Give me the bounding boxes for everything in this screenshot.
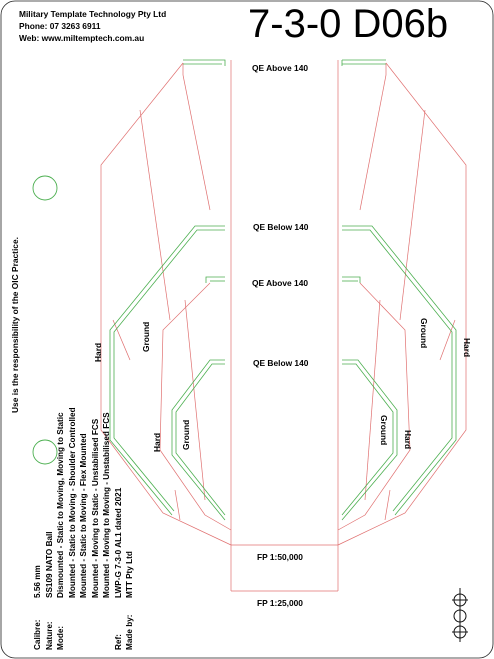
label-qe-below-top: QE Below 140 — [253, 222, 309, 232]
made-value: MTT Pty Ltd — [125, 551, 134, 598]
ref-row — [113, 407, 125, 650]
label-qe-above-top: QE Above 140 — [252, 63, 309, 73]
alignment-circle-top — [33, 176, 57, 200]
outer-envelope-red — [101, 63, 466, 545]
made-row — [124, 407, 136, 650]
label-qe-above-mid: QE Above 140 — [252, 278, 309, 288]
label-hard-right-inner: Hard — [403, 430, 413, 450]
made-key: Made by: — [125, 614, 134, 650]
mode-value-4: Mounted - Moving to Moving - Unstabilised FCS — [102, 412, 111, 598]
nature-value: SS109 NATO Ball — [44, 531, 54, 598]
label-ground-right-outer: Ground — [419, 318, 429, 349]
company-name: Military Template Technology Pty Ltd — [19, 9, 167, 19]
label-qe-below-mid: QE Below 140 — [253, 358, 309, 368]
center-lines — [231, 60, 338, 591]
label-hard-left-inner: Hard — [152, 432, 162, 452]
label-hard-right-outer: Hard — [462, 338, 472, 358]
mode-key: Mode: — [56, 625, 65, 650]
mode-value-1: Mounted - Static to Moving - Shoulder Controlled — [67, 407, 77, 598]
ref-value: LWP-G 7-3-0 AL1 dated 2021 — [113, 487, 123, 598]
template-code: 7-3-0 D06b — [248, 2, 449, 46]
calibre-value: 5.56 mm — [33, 565, 42, 598]
responsibility-note: Use is the responsibility of the OIC Practice. — [10, 237, 20, 413]
calibre-key: Calibre: — [33, 619, 42, 650]
mode-value-0: Dismounted - Static to Moving, Moving to Static — [56, 412, 65, 598]
nature-row — [44, 407, 56, 650]
ammunition-info — [32, 407, 136, 650]
mode-row — [67, 407, 79, 650]
company-web: Web: www.miltemptech.com.au — [19, 33, 145, 43]
label-hard-left-outer: Hard — [93, 342, 103, 362]
nature-key: Nature: — [44, 621, 54, 650]
calibre-row — [32, 407, 44, 650]
label-fp-25000: FP 1:25,000 — [257, 598, 303, 608]
label-fp-50000: FP 1:50,000 — [257, 552, 303, 562]
mode-value-2: Mounted - Static to Moving - Flex Mounted — [79, 433, 88, 598]
company-phone: Phone: 07 3263 6911 — [19, 21, 101, 31]
mode-row — [90, 407, 102, 650]
crosshair-symbol — [452, 588, 468, 642]
label-ground-left-outer: Ground — [141, 321, 151, 352]
qe-below-mid-green — [172, 360, 397, 520]
ref-key: Ref: — [113, 634, 123, 650]
mode-row — [55, 407, 67, 650]
inner-envelope-red — [160, 283, 410, 530]
mode-row — [78, 407, 90, 650]
mode-row — [101, 407, 113, 650]
label-ground-left-inner: Ground — [181, 419, 191, 450]
label-ground-right-inner: Ground — [379, 415, 389, 446]
mode-value-3: Mounted - Moving to Static - Unstabilised FCS — [90, 418, 100, 598]
